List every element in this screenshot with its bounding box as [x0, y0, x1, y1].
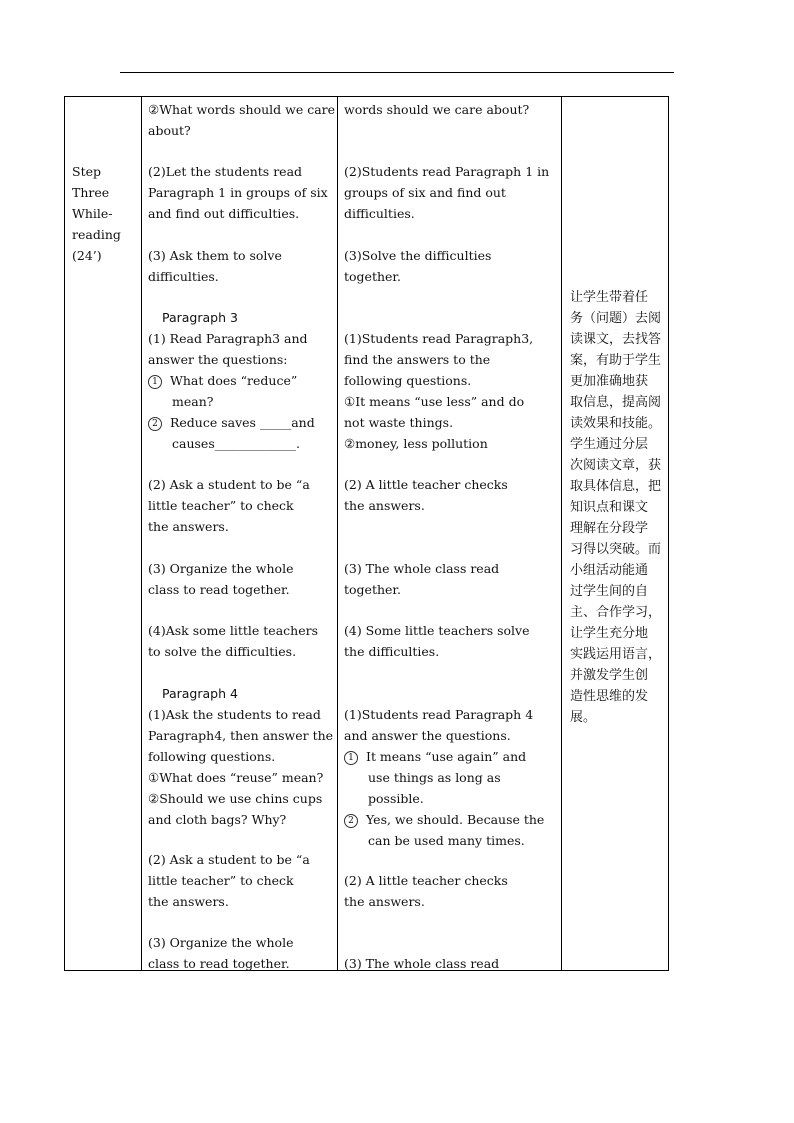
- teacher-line: (2) Ask a student to be “a: [148, 477, 310, 492]
- teacher-question-item: 1 What does “reduce”: [148, 370, 297, 391]
- purpose-line: 过学生间的自: [570, 584, 649, 599]
- purpose-line: 造性思维的发: [570, 689, 649, 704]
- teacher-line: (1)Ask the students to read: [148, 707, 321, 722]
- student-line: (4) Some little teachers solve: [344, 623, 530, 638]
- step-time: (24’): [72, 248, 102, 263]
- teacher-line: (3) Organize the whole: [148, 935, 294, 950]
- teacher-line: and cloth bags? Why?: [148, 812, 287, 827]
- student-line: groups of six and find out: [344, 185, 506, 200]
- teacher-line: class to read together.: [148, 956, 290, 971]
- teacher-question-item: 2 Reduce saves _____and: [148, 412, 315, 433]
- student-line: can be used many times.: [368, 833, 525, 848]
- teacher-line: (2) Ask a student to be “a: [148, 852, 310, 867]
- number-badge: 1: [148, 375, 162, 389]
- teacher-line: (1) Read Paragraph3 and: [148, 331, 308, 346]
- teacher-activities-column: [142, 97, 338, 970]
- student-line: (3)Solve the difficulties: [344, 248, 492, 263]
- teacher-line: little teacher” to check: [148, 498, 294, 513]
- purpose-line: 小组活动能通: [570, 563, 649, 578]
- student-line: possible.: [368, 791, 424, 806]
- student-line: (1)Students read Paragraph3,: [344, 331, 534, 346]
- purpose-line: 读效果和技能。: [570, 416, 662, 431]
- student-line: (1)Students read Paragraph 4: [344, 707, 534, 722]
- number-badge: 2: [344, 814, 358, 828]
- student-line: difficulties.: [344, 206, 415, 221]
- purpose-line: 次阅读文章，获: [570, 458, 662, 473]
- student-line: not waste things.: [344, 415, 454, 430]
- purpose-line: 并激发学生创: [570, 668, 649, 683]
- student-line: the difficulties.: [344, 644, 440, 659]
- purpose-line: 务（问题）去阅: [570, 311, 662, 326]
- student-line: (2) A little teacher checks: [344, 477, 508, 492]
- purpose-line: 更加准确地获: [570, 374, 649, 389]
- teacher-line: (4)Ask some little teachers: [148, 623, 318, 638]
- purpose-line: 实践运用语言，: [570, 647, 662, 662]
- student-line: use things as long as: [368, 770, 501, 785]
- teacher-line: following questions.: [148, 749, 276, 764]
- purpose-line: 案，有助于学生: [570, 353, 662, 368]
- student-line: the answers.: [344, 498, 425, 513]
- step-label: While-: [72, 206, 113, 221]
- student-answer-item: 2 Yes, we should. Because the: [344, 809, 544, 830]
- teacher-line: class to read together.: [148, 582, 290, 597]
- student-line: the answers.: [344, 894, 425, 909]
- purpose-line: 主、合作学习，: [570, 605, 662, 620]
- teacher-line: Paragraph4, then answer the: [148, 728, 334, 743]
- student-line: ①It means “use less” and do: [344, 394, 525, 409]
- student-activities-column: [338, 97, 562, 970]
- student-line: words should we care about?: [344, 102, 530, 117]
- number-badge: 1: [344, 751, 358, 765]
- teacher-line: mean?: [172, 394, 214, 409]
- design-purpose-column: [562, 97, 669, 970]
- student-line: and answer the questions.: [344, 728, 511, 743]
- step-label: Three: [72, 185, 110, 200]
- teacher-line: (2)Let the students read: [148, 164, 303, 179]
- step-column: [65, 97, 142, 970]
- number-badge: 2: [148, 417, 162, 431]
- student-line: following questions.: [344, 373, 472, 388]
- teacher-line: little teacher” to check: [148, 873, 294, 888]
- purpose-line: 学生通过分层: [570, 437, 649, 452]
- teacher-line: about?: [148, 123, 191, 138]
- purpose-line: 让学生带着任: [570, 290, 649, 305]
- purpose-line: 习得以突破。而: [570, 542, 662, 557]
- teacher-line: causes_____________.: [172, 436, 300, 451]
- step-label: Step: [72, 164, 101, 179]
- student-line: (3) The whole class read: [344, 956, 500, 971]
- teacher-line: to solve the difficulties.: [148, 644, 297, 659]
- student-line: find the answers to the: [344, 352, 491, 367]
- purpose-line: 理解在分段学: [570, 521, 649, 536]
- teacher-line: the answers.: [148, 894, 229, 909]
- teacher-line: Paragraph 1 in groups of six: [148, 185, 328, 200]
- student-line: together.: [344, 269, 401, 284]
- student-answer-item: 1 It means “use again” and: [344, 746, 526, 767]
- teacher-line: ②What words should we care: [148, 102, 336, 117]
- step-label: reading: [72, 227, 121, 242]
- student-line: (3) The whole class read: [344, 561, 500, 576]
- student-line: together.: [344, 582, 401, 597]
- purpose-line: 取具体信息，把: [570, 479, 662, 494]
- teacher-line: answer the questions:: [148, 352, 288, 367]
- teacher-line: and find out difficulties.: [148, 206, 300, 221]
- teacher-line: (3) Ask them to solve: [148, 248, 282, 263]
- purpose-line: 展。: [570, 710, 597, 725]
- student-line: (2) A little teacher checks: [344, 873, 508, 888]
- teacher-line: ①What does “reuse” mean?: [148, 770, 324, 785]
- teacher-line: the answers.: [148, 519, 229, 534]
- teacher-line: (3) Organize the whole: [148, 561, 294, 576]
- paragraph-4-heading: Paragraph 4: [162, 686, 238, 701]
- purpose-line: 读课文，去找答: [570, 332, 662, 347]
- lesson-plan-table: [64, 96, 669, 971]
- teacher-line: ②Should we use chins cups: [148, 791, 323, 806]
- purpose-line: 让学生充分地: [570, 626, 649, 641]
- student-line: ②money, less pollution: [344, 436, 488, 451]
- paragraph-3-heading: Paragraph 3: [162, 310, 238, 325]
- purpose-line: 知识点和课文: [570, 500, 649, 515]
- teacher-line: difficulties.: [148, 269, 219, 284]
- purpose-line: 取信息，提高阅: [570, 395, 662, 410]
- student-line: (2)Students read Paragraph 1 in: [344, 164, 550, 179]
- header-rule: [120, 72, 674, 73]
